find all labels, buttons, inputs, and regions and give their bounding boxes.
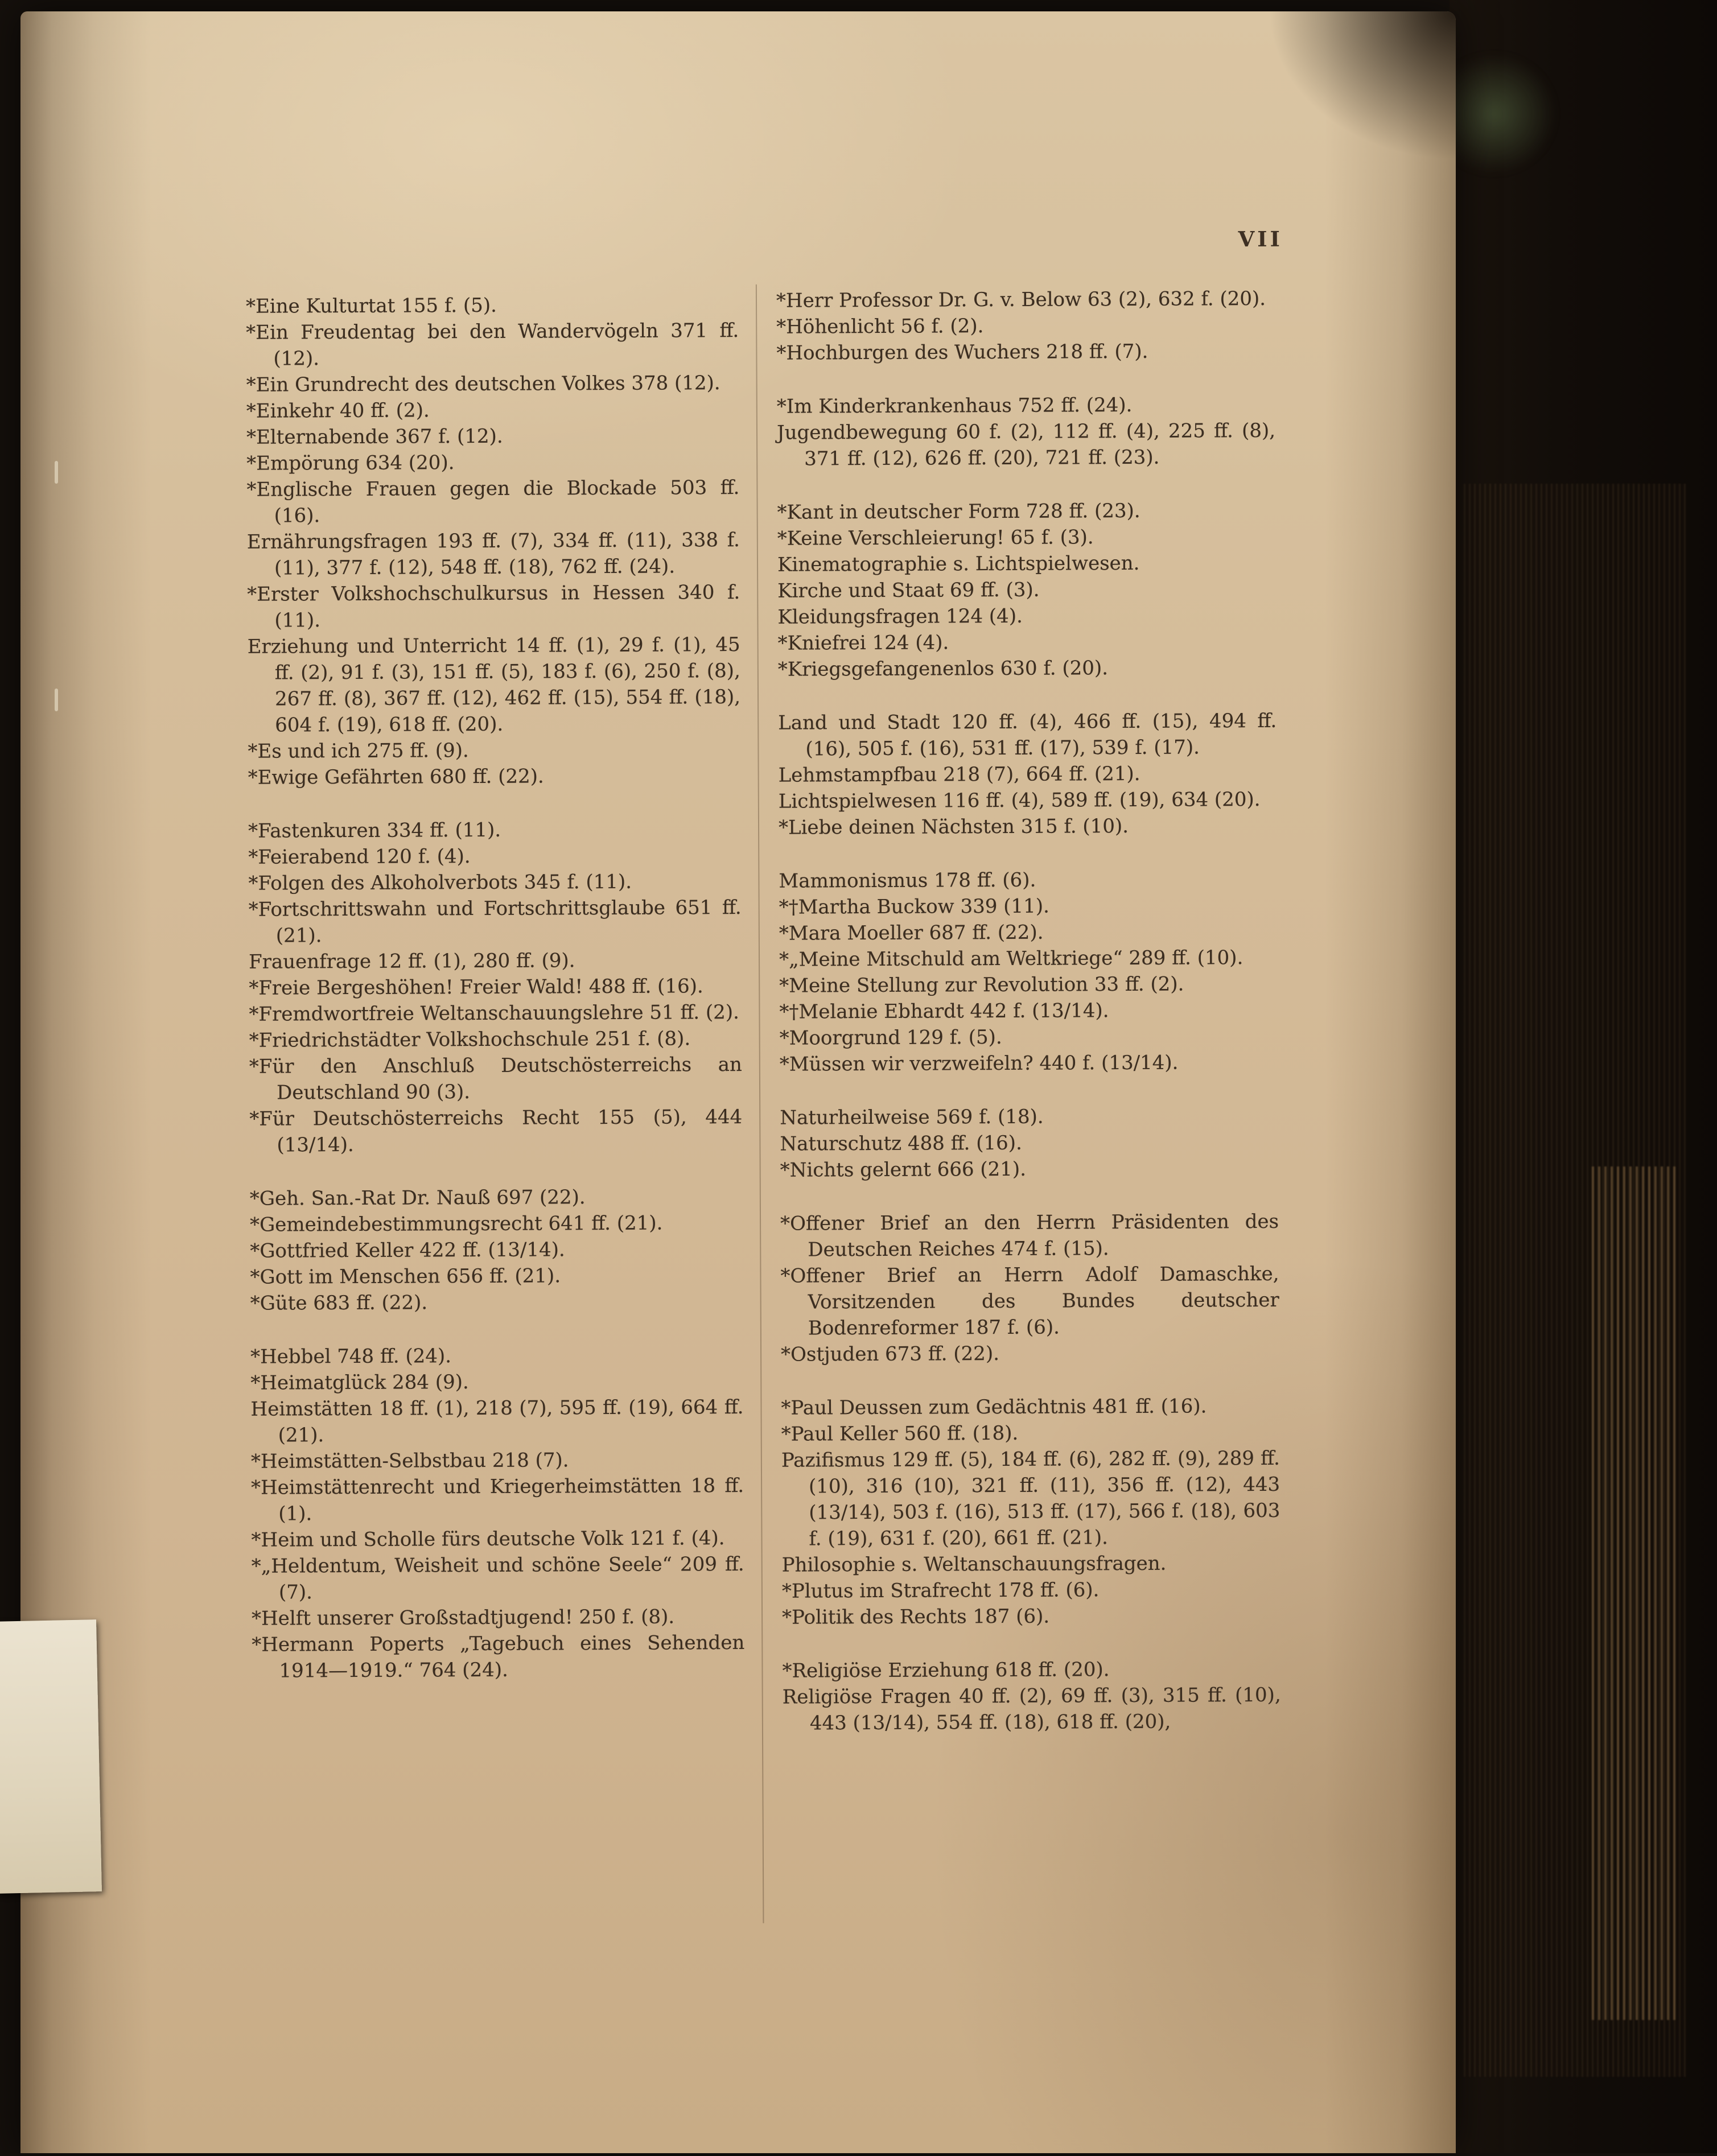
- index-entry: *Moorgrund 129 f. (5).: [779, 1025, 1002, 1050]
- index-entry: *Empörung 634 (20).: [246, 451, 455, 475]
- index-entry: *Offener Brief an Herrn Adolf Damaschke, Vorsitzenden des Bundes deutscher Bodenreformer 187 f. (6).: [780, 1262, 1279, 1340]
- index-entry: *Meine Stellung zur Revolution 33 ff. (2).: [779, 972, 1184, 997]
- index-entry: *Fremdwortfreie Weltanschauungslehre 51 ff. (2).: [249, 1000, 740, 1026]
- index-group: [782, 1656, 1281, 1737]
- index-entry: Religiöse Fragen 40 ff. (2), 69 ff. (3), 315 ff. (10), 443 (13/14), 554 ff. (18), 618 ff. (20),: [782, 1683, 1281, 1735]
- index-entry: Jugendbewegung 60 f. (2), 112 ff. (4), 225 ff. (8), 371 ff. (12), 626 ff. (20), 721 ff. (23).: [776, 419, 1276, 471]
- index-entry: *Kriegsgefangenenlos 630 f. (20).: [777, 657, 1109, 681]
- index-group: [246, 291, 741, 791]
- index-entry: *Liebe deinen Nächsten 315 f. (10).: [778, 815, 1129, 839]
- index-entry: Kinematographie s. Lichtspielwesen.: [777, 551, 1140, 576]
- index-entry: *Ein Grundrecht des deutschen Volkes 378 (12).: [246, 372, 720, 397]
- index-entry: *Güte 683 ff. (22).: [250, 1291, 428, 1315]
- book-page: [20, 11, 1456, 2153]
- index-entry: *Für den Anschluß Deutschösterreichs an Deutschland 90 (3).: [249, 1053, 742, 1104]
- index-entry: *Gott im Menschen 656 ff. (21).: [250, 1264, 561, 1289]
- index-entry: *„Heldentum, Weisheit und schöne Seele“ 209 ff. (7).: [251, 1552, 744, 1604]
- index-entry: Naturheilweise 569 f. (18).: [780, 1105, 1044, 1129]
- index-entry: *Hebbel 748 ff. (24).: [250, 1345, 452, 1368]
- index-entry: *Heimstättenrecht und Kriegerheimstätten 18 ff. (1).: [251, 1474, 744, 1526]
- index-group: [777, 497, 1277, 683]
- index-entry: Pazifismus 129 ff. (5), 184 ff. (6), 282 ff. (9), 289 ff. (10), 316 (10), 321 ff. (11), 356 ff. (12), 443 (13/14), 503 f. (16), 513 ff. (17), 566 f. (18), 603 f. (19), 631 f. (20), 661 ff. (21).: [781, 1446, 1280, 1551]
- index-entry: *Ein Freudentag bei den Wandervögeln 371 ff. (12).: [246, 319, 739, 370]
- index-entry: *Helft unserer Großstadtjugend! 250 f. (8).: [252, 1605, 675, 1630]
- index-entry: *Offener Brief an den Herrn Präsidenten des Deutschen Reiches 474 f. (15).: [780, 1210, 1279, 1262]
- index-entry: *Paul Keller 560 ff. (18).: [781, 1421, 1019, 1446]
- index-entry: *Höhenlicht 56 f. (2).: [776, 315, 984, 339]
- index-group: [777, 391, 1276, 472]
- page-content: [16, 9, 1460, 2156]
- index-entry: Erziehung und Unterricht 14 ff. (1), 29 f. (1), 45 ff. (2), 91 f. (3), 151 ff. (5), 183 f. (6), 250 f. (8), 267 ff. (8), 367 ff. (12), 462 ff. (15), 554 ff. (18), 604 f. (19), 618 ff. (20).: [247, 633, 741, 737]
- index-entry: Frauenfrage 12 ff. (1), 280 ff. (9).: [248, 949, 575, 974]
- index-entry: Kirche und Staat 69 ff. (3).: [777, 578, 1040, 603]
- index-entry: *Für Deutschösterreichs Recht 155 (5), 444 (13/14).: [249, 1105, 743, 1157]
- index-entry: *Einkehr 40 ff. (2).: [246, 399, 430, 423]
- index-entry: *Gemeindebestimmungsrecht 641 ff. (21).: [249, 1211, 663, 1236]
- index-entry: Lehmstampfbau 218 (7), 664 ff. (21).: [778, 762, 1140, 787]
- index-entry: Kleidungsfragen 124 (4).: [777, 604, 1023, 629]
- index-entry: *Ewige Gefährten 680 ff. (22).: [248, 765, 544, 789]
- index-group: [781, 1393, 1280, 1631]
- index-entry: Lichtspielwesen 116 ff. (4), 589 ff. (19), 634 (20).: [778, 788, 1261, 813]
- index-entry: *Es und ich 275 ff. (9).: [248, 739, 469, 763]
- index-entry: *Heimstätten-Selbstbau 218 (7).: [250, 1449, 569, 1473]
- index-entry: *Kniefrei 124 (4).: [777, 631, 949, 655]
- page-number: VII: [1238, 226, 1283, 252]
- index-entry: Land und Stadt 120 ff. (4), 466 ff. (15), 494 ff. (16), 505 f. (16), 531 ff. (17), 539 f. (17).: [778, 709, 1277, 761]
- index-entry: *Freie Bergeshöhen! Freier Wald! 488 ff. (16).: [249, 975, 703, 1000]
- index-entry: *Keine Verschleierung! 65 f. (3).: [777, 526, 1094, 550]
- index-entry: *†Martha Buckow 339 (11).: [779, 894, 1049, 919]
- index-entry: *Mara Moeller 687 ff. (22).: [779, 921, 1044, 945]
- index-entry: *Elternabende 367 f. (12).: [246, 424, 503, 449]
- index-column-right: [776, 286, 1281, 1737]
- index-entry: *Folgen des Alkoholverbots 345 f. (11).: [248, 870, 632, 895]
- bookmark-slip: [0, 1619, 102, 1894]
- index-entry: *Paul Deussen zum Gedächtnis 481 ff. (16).: [781, 1395, 1207, 1420]
- index-entry: *Gottfried Keller 422 ff. (13/14).: [250, 1238, 565, 1263]
- index-entry: *Kant in deutscher Form 728 ff. (23).: [777, 499, 1140, 524]
- index-entry: *Religiöse Erziehung 618 ff. (20).: [782, 1658, 1110, 1683]
- index-entry: *Erster Volkshochschulkursus in Hessen 340 f. (11).: [247, 580, 740, 632]
- index-group: [780, 1103, 1279, 1184]
- index-entry: *Heim und Scholle fürs deutsche Volk 121 f. (4).: [251, 1527, 725, 1552]
- index-entry: Naturschutz 488 ff. (16).: [780, 1131, 1022, 1156]
- index-entry: *Nichts gelernt 666 (21).: [780, 1157, 1027, 1182]
- index-entry: *Heimatglück 284 (9).: [250, 1371, 469, 1395]
- index-entry: *Müssen wir verzweifeln? 440 f. (13/14).: [779, 1051, 1179, 1076]
- index-entry: *Fastenkuren 334 ff. (11).: [248, 818, 501, 843]
- index-group: [779, 866, 1278, 1078]
- index-entry: *Hermann Poperts „Tagebuch eines Sehenden 1914—1919.“ 764 (24).: [252, 1631, 745, 1683]
- index-entry: *Politik des Rechts 187 (6).: [782, 1605, 1050, 1629]
- index-group: [780, 1209, 1279, 1368]
- index-group: [778, 708, 1277, 841]
- index-entry: *†Melanie Ebhardt 442 f. (13/14).: [779, 999, 1109, 1024]
- index-entry: *Englische Frauen gegen die Blockade 503 ff. (16).: [246, 476, 740, 527]
- index-entry: Ernährungsfragen 193 ff. (7), 334 ff. (11), 338 f. (11), 377 f. (12), 548 ff. (18), 762 ff. (24).: [246, 528, 740, 580]
- index-entry: *„Meine Mitschuld am Weltkriege“ 289 ff. (10).: [779, 946, 1244, 971]
- index-group: [248, 816, 743, 1159]
- index-entry: Heimstätten 18 ff. (1), 218 (7), 595 ff. (19), 664 ff. (21).: [250, 1395, 744, 1447]
- index-entry: Philosophie s. Weltanschauungsfragen.: [781, 1552, 1167, 1577]
- index-entry: *Eine Kulturtat 155 f. (5).: [245, 294, 497, 318]
- index-entry: *Feierabend 120 f. (4).: [248, 845, 471, 869]
- index-group: [250, 1184, 743, 1317]
- index-entry: *Plutus im Strafrecht 178 ff. (6).: [781, 1578, 1100, 1603]
- page-edge-highlight: [1592, 1166, 1677, 2020]
- index-entry: *Friedrichstädter Volkshochschule 251 f. (8).: [249, 1027, 691, 1052]
- index-entry: *Im Kinderkrankenhaus 752 ff. (24).: [776, 393, 1133, 418]
- index-entry: *Hochburgen des Wuchers 218 ff. (7).: [776, 340, 1148, 365]
- index-entry: Mammonismus 178 ff. (6).: [779, 868, 1036, 893]
- index-entry: *Ostjuden 673 ff. (22).: [781, 1342, 1000, 1366]
- index-column-left: [246, 291, 745, 1684]
- column-divider: [756, 285, 764, 1923]
- index-group: [250, 1342, 745, 1684]
- index-entry: *Fortschrittswahn und Fortschrittsglaube 651 ff. (21).: [248, 896, 742, 947]
- index-group: [776, 286, 1275, 366]
- index-entry: *Herr Professor Dr. G. v. Below 63 (2), 632 f. (20).: [776, 287, 1266, 312]
- index-entry: *Geh. San.-Rat Dr. Nauß 697 (22).: [249, 1186, 586, 1210]
